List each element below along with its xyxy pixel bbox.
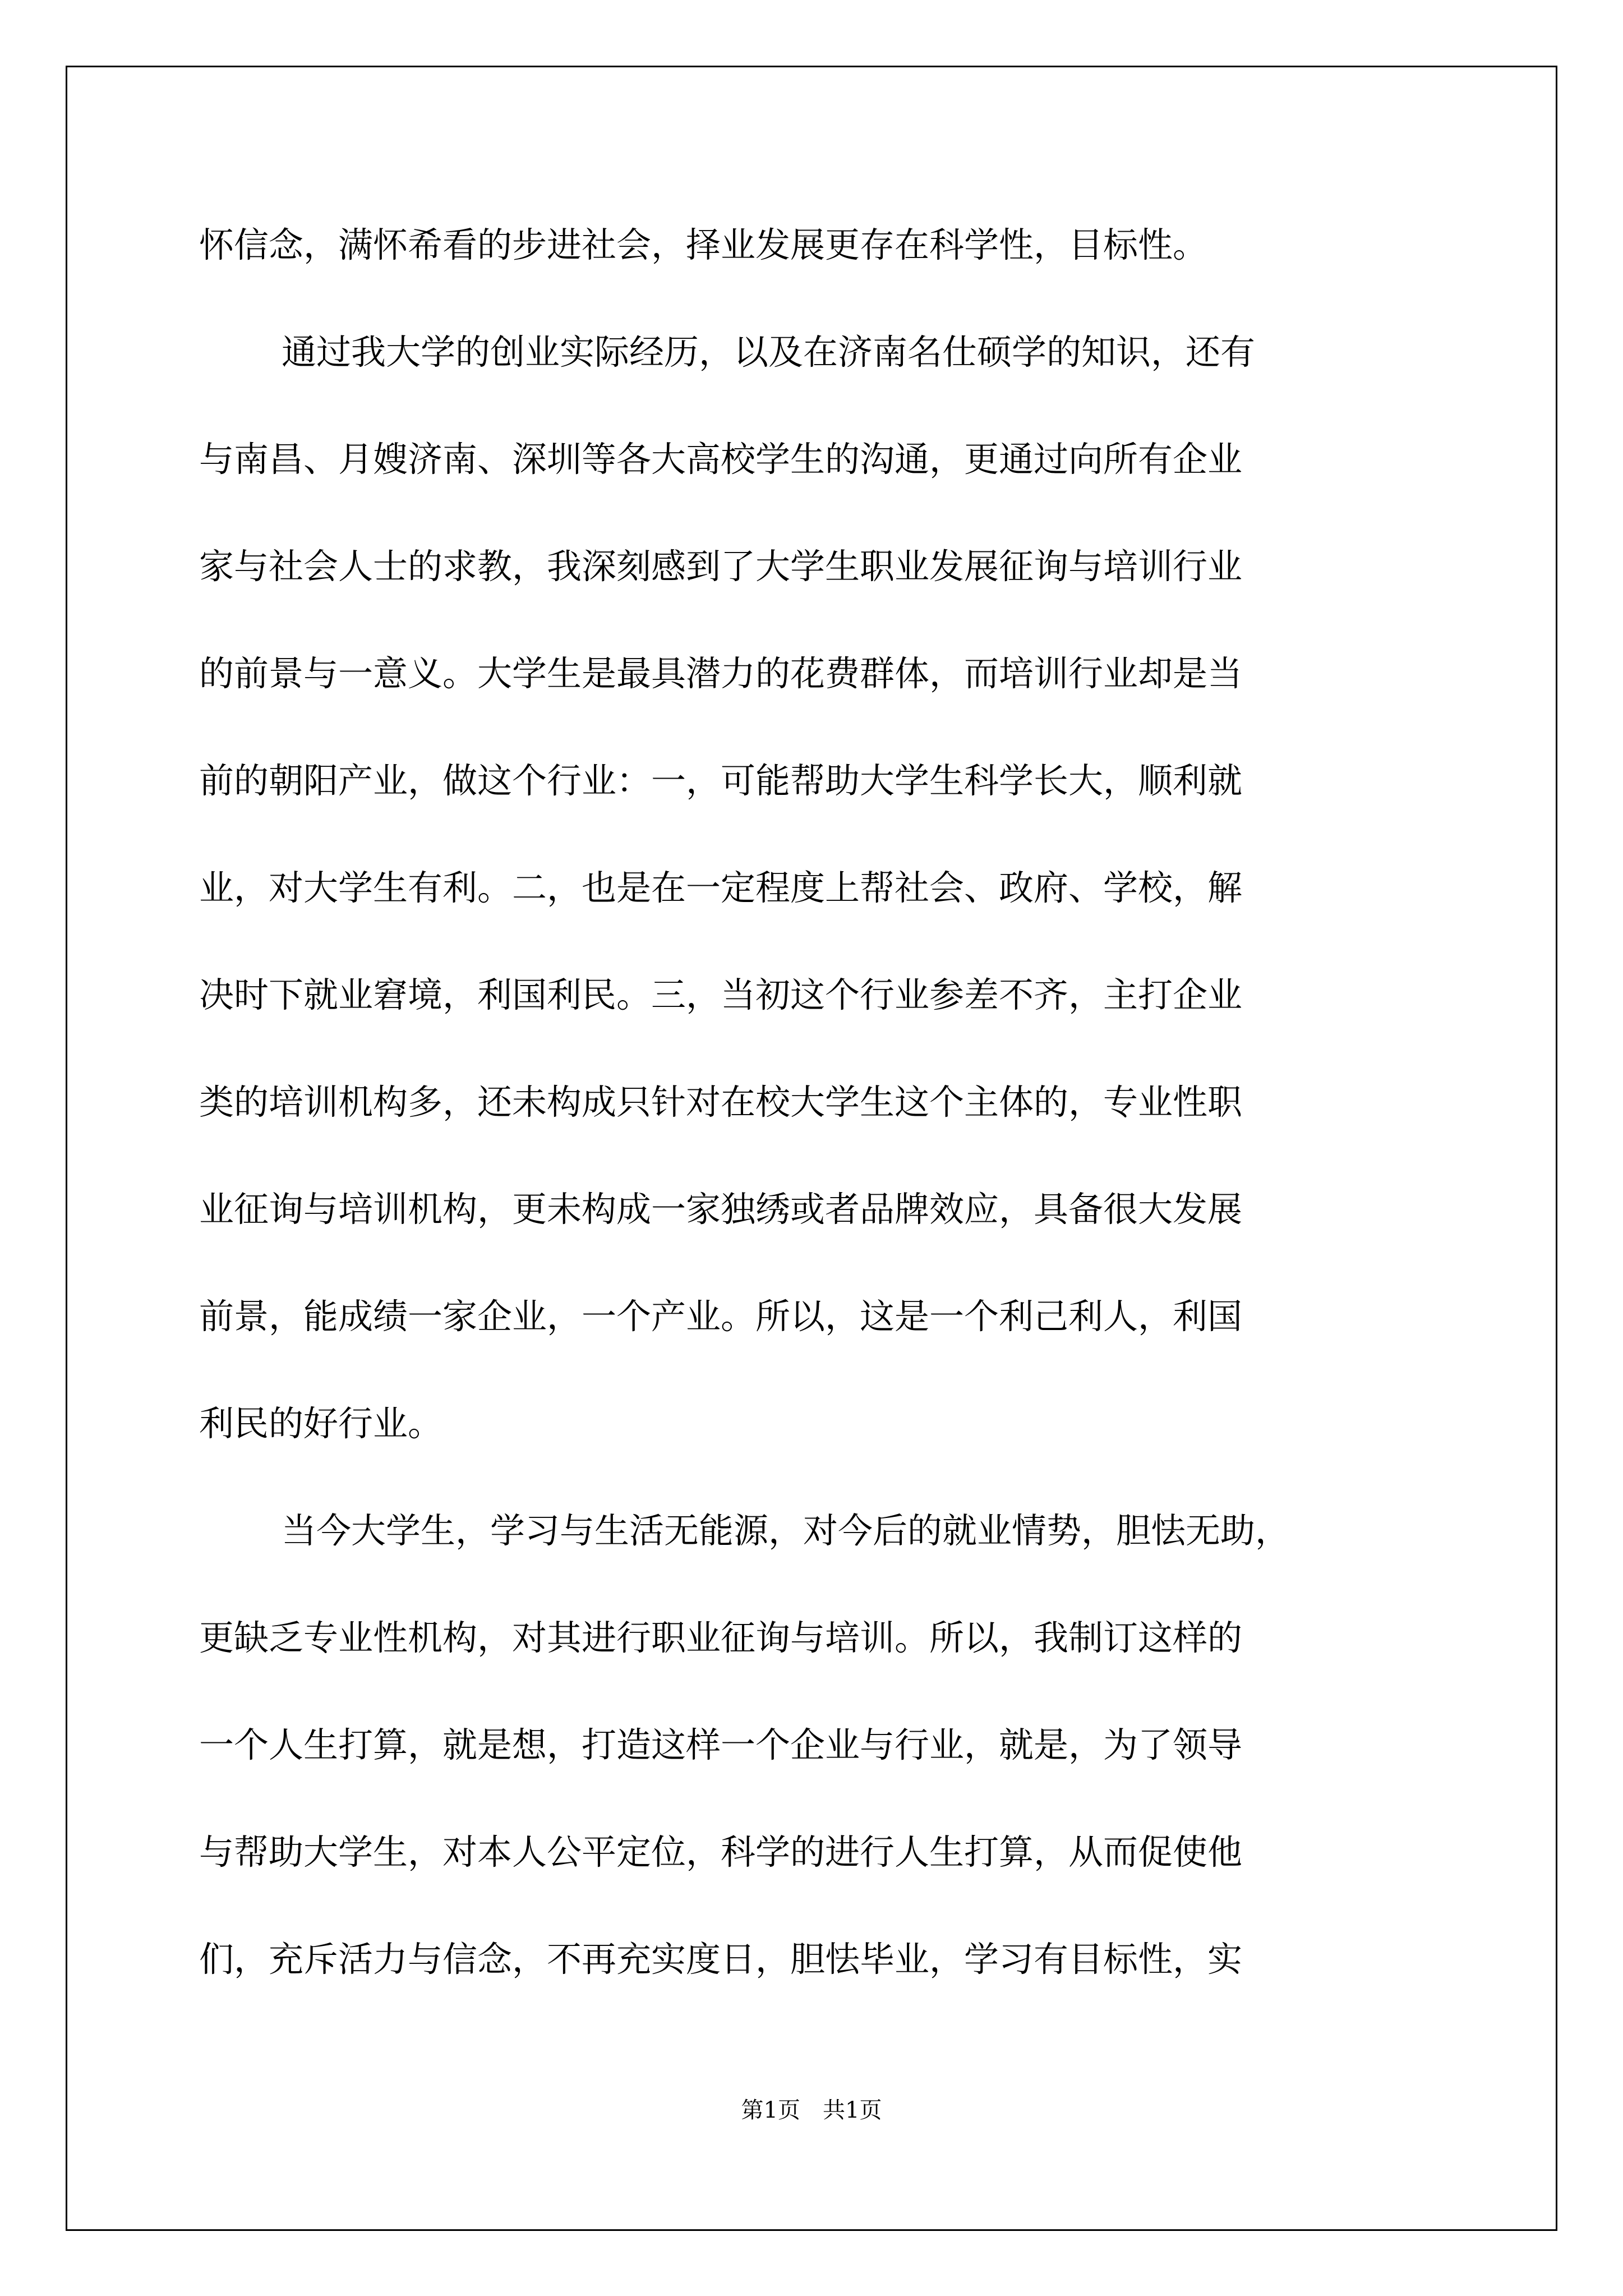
text-line: 怀信念，满怀希看的步进社会，择业发展更存在科学性，目标性。 <box>199 224 1208 265</box>
page-footer: 第1页 共1页 <box>741 2097 882 2123</box>
text-line: 业征询与培训机构，更未构成一家独绣或者品牌效应，具备很大发展 <box>199 1189 1243 1230</box>
text-line: 更缺乏专业性机构，对其进行职业征询与培训。所以，我制订这样的 <box>199 1617 1243 1658</box>
text-line: 决时下就业窘境，利国利民。三，当初这个行业参差不齐，主打企业 <box>199 974 1243 1015</box>
text-line: 前的朝阳产业，做这个行业：一，可能帮助大学生科学长大，顺利就 <box>199 760 1243 801</box>
paragraph-start-line: 当今大学生，学习与生活无能源，对今后的就业情势，胆怯无助， <box>282 1510 1290 1551</box>
page-border <box>66 66 1557 2231</box>
text-line: 们，充斥活力与信念，不再充实度日，胆怯毕业，学习有目标性，实 <box>199 1939 1243 1980</box>
text-line: 利民的好行业。 <box>199 1403 443 1444</box>
text-line: 类的培训机构多，还未构成只针对在校大学生这个主体的，专业性职 <box>199 1082 1243 1122</box>
paragraph-start-line: 通过我大学的创业实际经历，以及在济南名仕硕学的知识，还有 <box>282 332 1256 372</box>
text-line: 家与社会人士的求教，我深刻感到了大学生职业发展征询与培训行业 <box>199 546 1243 587</box>
text-line: 一个人生打算，就是想，打造这样一个企业与行业，就是，为了领导 <box>199 1724 1243 1765</box>
text-line: 的前景与一意义。大学生是最具潜力的花费群体，而培训行业却是当 <box>199 653 1243 694</box>
text-line: 前景，能成绩一家企业，一个产业。所以，这是一个利己利人，利国 <box>199 1296 1243 1337</box>
text-line: 与南昌、月嫂济南、深圳等各大高校学生的沟通，更通过向所有企业 <box>199 439 1243 480</box>
text-line: 与帮助大学生，对本人公平定位，科学的进行人生打算，从而促使他 <box>199 1832 1243 1872</box>
text-line: 业，对大学生有利。二，也是在一定程度上帮社会、政府、学校，解 <box>199 867 1243 908</box>
